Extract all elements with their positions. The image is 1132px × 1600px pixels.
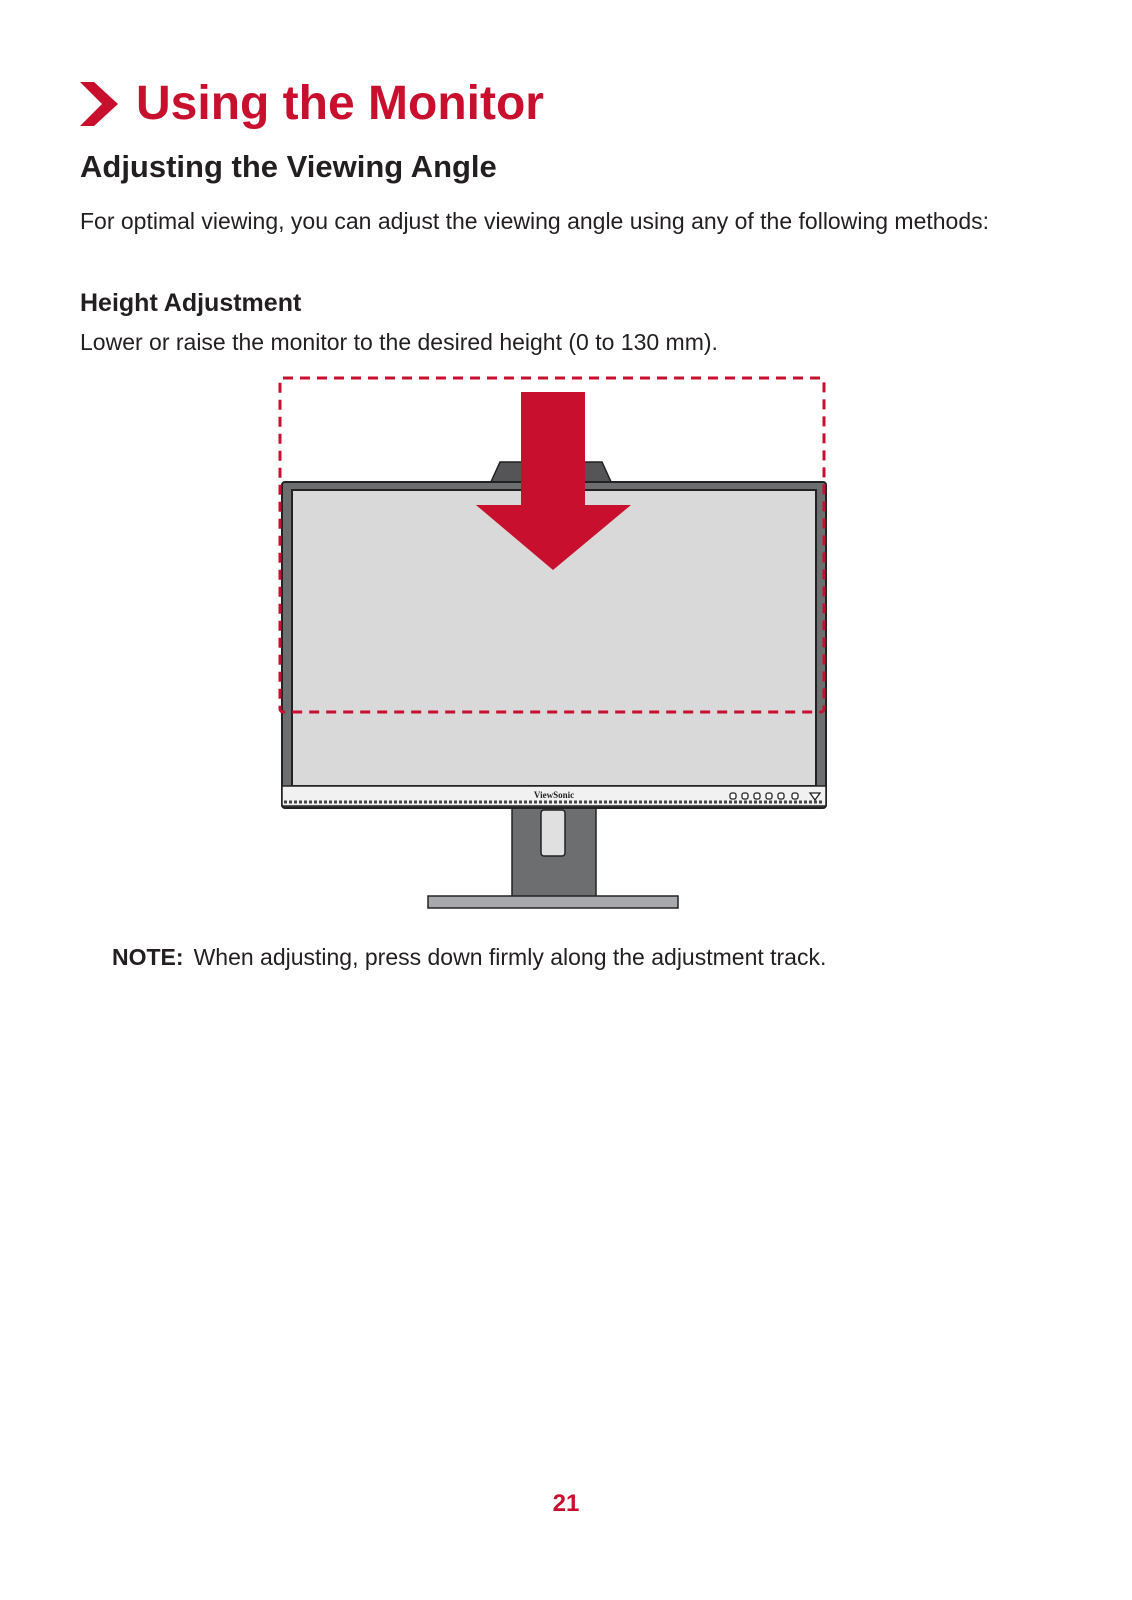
control-button (792, 793, 798, 799)
control-button (742, 793, 748, 799)
section-title: Adjusting the Viewing Angle (80, 149, 497, 184)
height-adjustment-text: Lower or raise the monitor to the desired height (0 to 130 mm). (80, 329, 718, 355)
cable-slot (541, 810, 565, 856)
control-button (754, 793, 760, 799)
note (112, 941, 826, 973)
note-text: When adjusting, press down firmly along the adjustment track. (193, 944, 827, 970)
chevron-right-icon (80, 82, 118, 126)
control-button (766, 793, 772, 799)
stand-base (428, 896, 678, 908)
monitor-diagram (270, 370, 840, 920)
intro-paragraph: For optimal viewing, you can adjust the viewing angle using any of the following methods: (80, 208, 990, 234)
control-button (730, 793, 736, 799)
page-number: 21 (552, 1490, 580, 1517)
chapter-title: Using the Monitor (136, 77, 544, 130)
chapter-header (80, 74, 544, 134)
brand-logo: ViewSonic (533, 790, 575, 800)
height-adjustment-illustration (270, 370, 840, 920)
height-adjustment-heading: Height Adjustment (80, 289, 302, 317)
note-label: NOTE: (112, 944, 184, 970)
control-button (778, 793, 784, 799)
